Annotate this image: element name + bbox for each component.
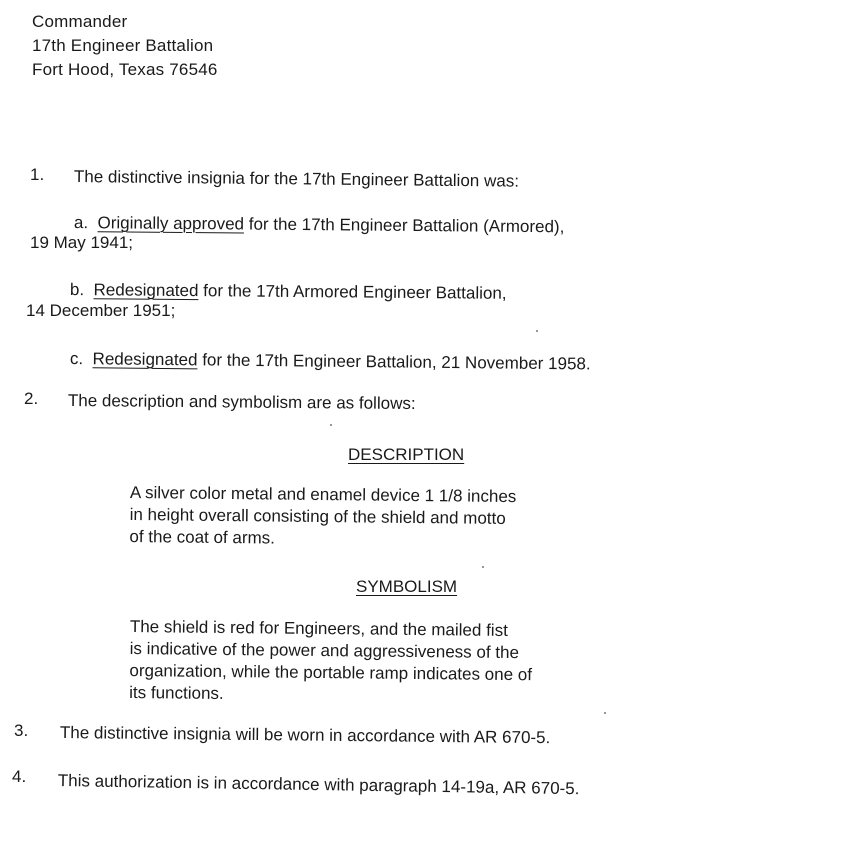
scan-speck [330, 424, 332, 426]
symbolism-line-2: is indicative of the power and aggressiveness of the [129, 638, 520, 663]
para-1-text: The distinctive insignia for the 17th Engineer Battalion was: [73, 167, 520, 191]
para-4-number: 4. [12, 767, 27, 786]
para-4-text: This authorization is in accordance with paragraph 14-19a, AR 670-5. [57, 771, 580, 799]
para-1c-label: c. [69, 349, 84, 369]
address-line-1: Commander [32, 12, 128, 31]
para-1b-date: 14 December 1951; [26, 301, 176, 320]
para-1a [74, 214, 565, 235]
para-1c-underlined: Redesignated [92, 349, 198, 370]
para-1c-rest: for the 17th Engineer Battalion, 21 November 1958. [202, 350, 591, 374]
para-2-number: 2. [24, 389, 39, 408]
scan-speck [604, 712, 606, 714]
description-heading: DESCRIPTION [348, 445, 465, 464]
para-1a-rest: for the 17th Engineer Battalion (Armored), [248, 214, 565, 237]
para-1b-underlined: Redesignated [93, 280, 199, 301]
description-line-2: in height overall consisting of the shield and motto [129, 504, 506, 528]
para-3-text: The distinctive insignia will be worn in accordance with AR 670-5. [59, 723, 551, 748]
para-1a-date: 19 May 1941; [30, 233, 134, 252]
para-1b-label: b. [69, 280, 85, 300]
description-line-1: A silver color metal and enamel device 1 1/8 inches [129, 482, 517, 507]
para-1b-rest: for the 17th Armored Engineer Battalion, [203, 281, 507, 303]
para-1a-label: a. [73, 213, 89, 233]
para-1c [70, 350, 591, 372]
scan-speck [482, 566, 484, 568]
address-line-2: 17th Engineer Battalion [32, 36, 214, 55]
scan-speck [536, 330, 538, 332]
para-1b [70, 281, 507, 302]
address-block [32, 10, 218, 82]
para-2-text: The description and symbolism are as follows: [67, 391, 416, 414]
description-body [129, 482, 730, 554]
para-3-number: 3. [14, 721, 29, 740]
address-line-3: Fort Hood, Texas 76546 [32, 60, 218, 79]
para-1a-underlined: Originally approved [97, 213, 245, 234]
symbolism-body [129, 616, 730, 710]
symbolism-line-3: organization, while the portable ramp indicates one of [129, 660, 533, 685]
symbolism-line-1: The shield is red for Engineers, and the mailed fist [129, 616, 508, 640]
symbolism-line-4: its functions. [129, 682, 224, 703]
description-line-3: of the coat of arms. [129, 526, 276, 548]
symbolism-heading: SYMBOLISM [356, 577, 458, 596]
para-1-number: 1. [30, 165, 45, 184]
